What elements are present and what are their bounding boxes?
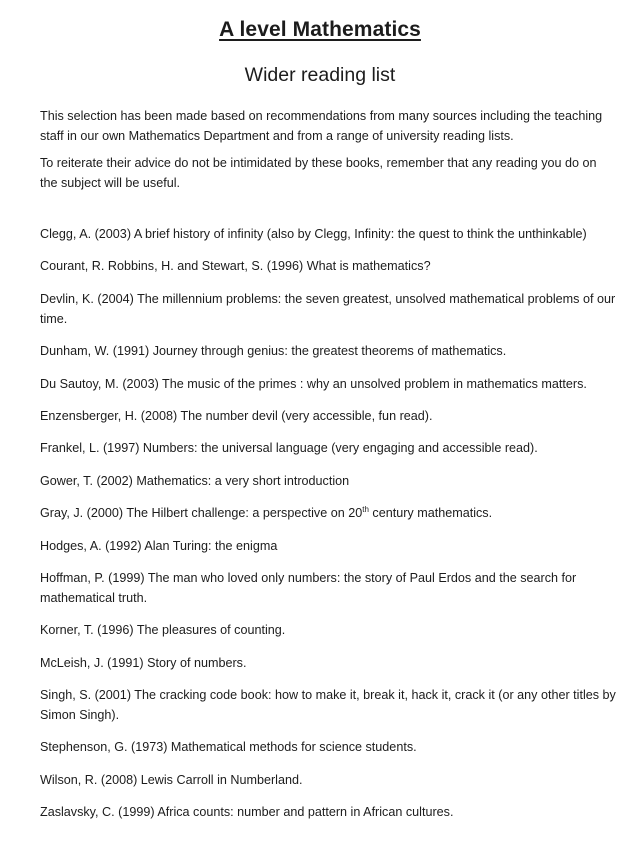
reading-list-entry: [40, 503, 620, 523]
reading-list: [40, 224, 620, 835]
entry-text-before: Gray, J. (2000) The Hilbert challenge: a perspective on 20: [40, 506, 363, 521]
entry-text-after: century mathematics.: [368, 506, 493, 521]
reading-list-entry: Clegg, A. (2003) A brief history of infinity (also by Clegg, Infinity: the quest to think the unthinkable): [40, 227, 587, 241]
reading-list-entry: Wilson, R. (2008) Lewis Carroll in Numberland.: [40, 772, 303, 787]
reading-list-entry: Stephenson, G. (1973) Mathematical methods for science students.: [40, 740, 417, 755]
intro-paragraph: This selection has been made based on recommendations from many sources including the teaching staff in our own Mathematics Department and from a range of university reading lists.: [40, 109, 603, 143]
reading-list-entry: Dunham, W. (1991) Journey through genius: the greatest theorems of mathematics.: [40, 344, 507, 359]
reading-list-entry: Du Sautoy, M. (2003) The music of the primes : why an unsolved problem in mathematics matters.: [40, 376, 587, 391]
reading-list-entry: McLeish, J. (1991) Story of numbers.: [40, 655, 247, 670]
reading-list-entry: Devlin, K. (2004) The millennium problems: the seven greatest, unsolved mathematical problems of our time.: [40, 291, 616, 326]
reading-list-entry: Frankel, L. (1997) Numbers: the universal language (very engaging and accessible read).: [40, 441, 538, 456]
page-title: A level Mathematics: [219, 18, 421, 41]
page-subtitle: Wider reading list: [244, 64, 396, 86]
reading-list-entry: Zaslavsky, C. (1999) Africa counts: number and pattern in African cultures.: [40, 805, 454, 820]
reading-list-entry: Enzensberger, H. (2008) The number devil (very accessible, fun read).: [40, 408, 433, 423]
intro-paragraph: To reiterate their advice do not be intimidated by these books, remember that any reading you do on the subject will be useful.: [40, 156, 597, 190]
reading-list-entry: Gower, T. (2002) Mathematics: a very short introduction: [40, 473, 350, 488]
reading-list-entry: Courant, R. Robbins, H. and Stewart, S. (1996) What is mathematics?: [40, 259, 431, 274]
reading-list-entry: Singh, S. (2001) The cracking code book: how to make it, break it, hack it, crack it (or any other titles by Simon Singh).: [40, 688, 616, 723]
ordinal-superscript: th: [362, 505, 369, 515]
reading-list-entry: Hoffman, P. (1999) The man who loved only numbers: the story of Paul Erdos and the search for mathematical truth.: [40, 570, 577, 605]
reading-list-entry: Korner, T. (1996) The pleasures of counting.: [40, 623, 286, 638]
reading-list-entry: Hodges, A. (1992) Alan Turing: the enigma: [40, 538, 278, 553]
